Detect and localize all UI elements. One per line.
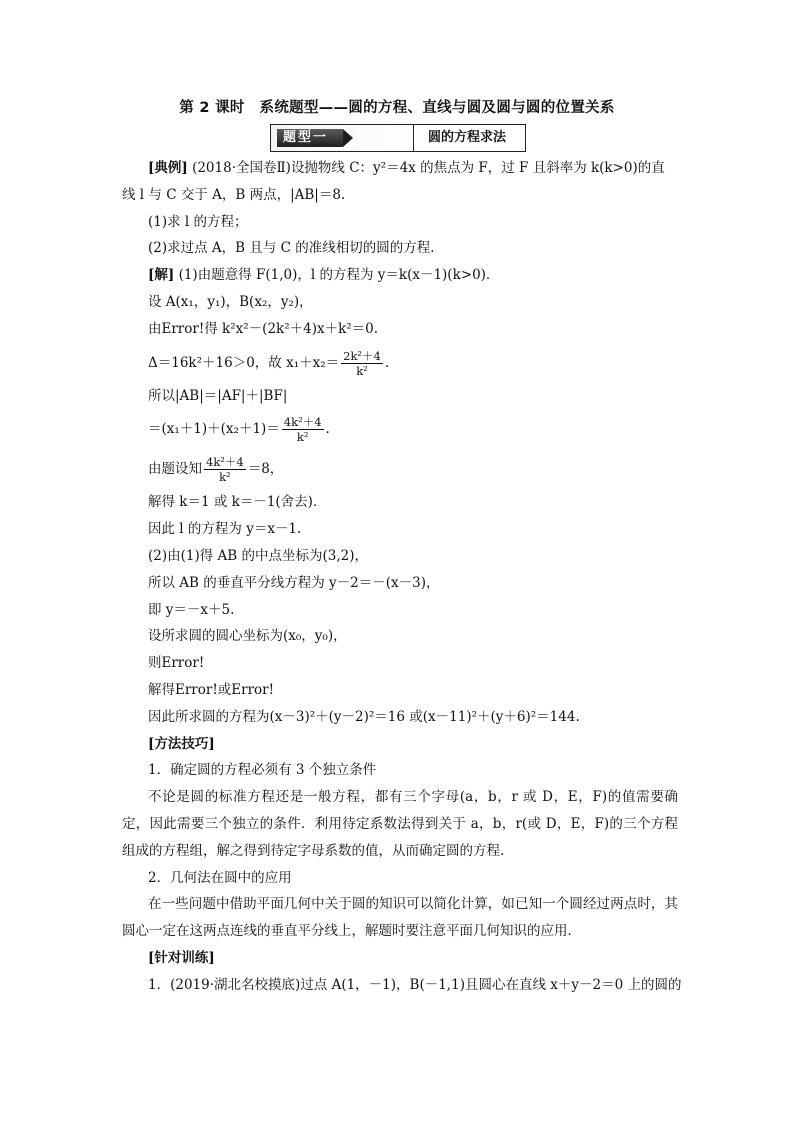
example-text-1: 设抛物线 C：y²＝4x 的焦点为 F，过 F 且斜率为 k(k>0)的直 (290, 160, 665, 176)
question-number: 1． (148, 976, 171, 993)
solution-line-13: 设所求圆的圆心坐标为(x₀，y₀)， (148, 628, 347, 645)
solution-line-8: 解得 k＝1 或 k＝－1(舍去)． (148, 494, 327, 511)
fraction-denominator: k² (356, 363, 368, 378)
method-label: [方法技巧] (148, 735, 215, 752)
method-paragraph-1: 不论是圆的标准方程还是一般方程，都有三个字母(a，b，r 或 D，E，F)的值需要确定，因此需要三个独立的条件．利用待定系数法得到关于 a，b，r(或 D，E，F)的三个方程组成的方程组，解之得到待定字母系数的值，从而确定圆的方程． (122, 789, 678, 859)
solution-line-14: 则Error! (148, 655, 205, 672)
solution-line-12: 即 y＝－x＋5. (148, 601, 235, 618)
fraction-numerator: 4k²＋4 (283, 415, 322, 430)
training-question-1 (122, 972, 682, 999)
example-question-1: (1)求 l 的方程； (148, 213, 248, 230)
fraction-denominator: k² (219, 470, 231, 485)
main-content (122, 155, 682, 999)
fraction-denominator: k² (296, 430, 309, 445)
solution-text-1: (1)由题意得 F(1,0)，l 的方程为 y＝k(x－1)(k>0)． (178, 267, 500, 284)
equation-text: Δ＝16k²＋16＞0，故 x₁＋x₂＝ (148, 354, 340, 371)
topic-header (270, 124, 526, 152)
solution-line-4 (122, 343, 678, 383)
solution-line-15: 解得Error!或Error! (148, 681, 275, 698)
topic-name: 圆的方程求法 (428, 130, 507, 145)
solution-line-16: 因此所求圆的方程为(x－3)²＋(y－2)²＝16 或(x－11)²＋(y＋6)²＝144. (148, 708, 580, 725)
solution-label: [解] (148, 267, 175, 284)
solution-line-2: 设 A(x₁，y₁)，B(x₂，y₂)， (148, 293, 313, 310)
solution-line-1 (122, 262, 678, 289)
fraction (341, 349, 383, 378)
question-text: 过点 A(1，－1)，B(－1,1)且圆心在直线 x＋y－2＝0 上的圆的 (300, 976, 682, 993)
equation-text: ＝(x₁＋1)＋(x₂＋1)＝ (148, 421, 280, 438)
equation-text: . (325, 421, 330, 438)
solution-line-10: (2)由(1)得 AB 的中点坐标为(3,2)， (148, 547, 369, 564)
fraction (204, 455, 246, 484)
example-line-2: 线 l 与 C 交于 A，B 两点，|AB|＝8. (122, 186, 346, 203)
solution-line-11: 所以 AB 的垂直平分线方程为 y－2＝－(x－3)， (148, 574, 440, 591)
example-label: [典例] (148, 160, 188, 176)
topic-tag-box (271, 125, 414, 151)
solution-line-3: 由Error!得 k²x²－(2k²＋4)x＋k²＝0. (148, 320, 379, 337)
equation-text: ＝8， (247, 461, 284, 478)
question-source: (2019·湖北名校摸底) (170, 976, 301, 993)
example-line-1 (122, 155, 678, 182)
training-label: [针对训练] (148, 949, 215, 966)
solution-line-9: 因此 l 的方程为 y＝x－1. (148, 521, 302, 538)
example-question-2: (2)求过点 A，B 且与 C 的准线相切的圆的方程． (148, 240, 444, 257)
method-heading-1: 1．确定圆的方程必须有 3 个独立条件 (148, 762, 377, 779)
solution-line-6 (122, 409, 678, 449)
page-title: 第 2 课时 系统题型——圆的方程、直线与圆及圆与圆的位置关系 (179, 100, 615, 116)
equation-text: . (384, 354, 390, 371)
example-source: (2018·全国卷Ⅱ) (192, 160, 291, 176)
method-heading-2: 2．几何法在圆中的应用 (148, 869, 292, 886)
fraction (282, 415, 324, 444)
topic-tag-label: 题型一 (277, 129, 343, 147)
solution-line-7 (122, 449, 678, 489)
equation-text: 由题设知 (148, 461, 202, 478)
fraction-numerator: 4k²＋4 (206, 455, 244, 470)
solution-line-5: 所以|AB|＝|AF|＋|BF| (148, 387, 288, 404)
fraction-numerator: 2k²＋4 (343, 348, 381, 363)
method-paragraph-2: 在一些问题中借助平面几何中关于圆的知识可以简化计算，如已知一个圆经过两点时，其圆心一定在这两点连线的垂直平分线上，解题时要注意平面几何知识的应用． (122, 896, 678, 940)
